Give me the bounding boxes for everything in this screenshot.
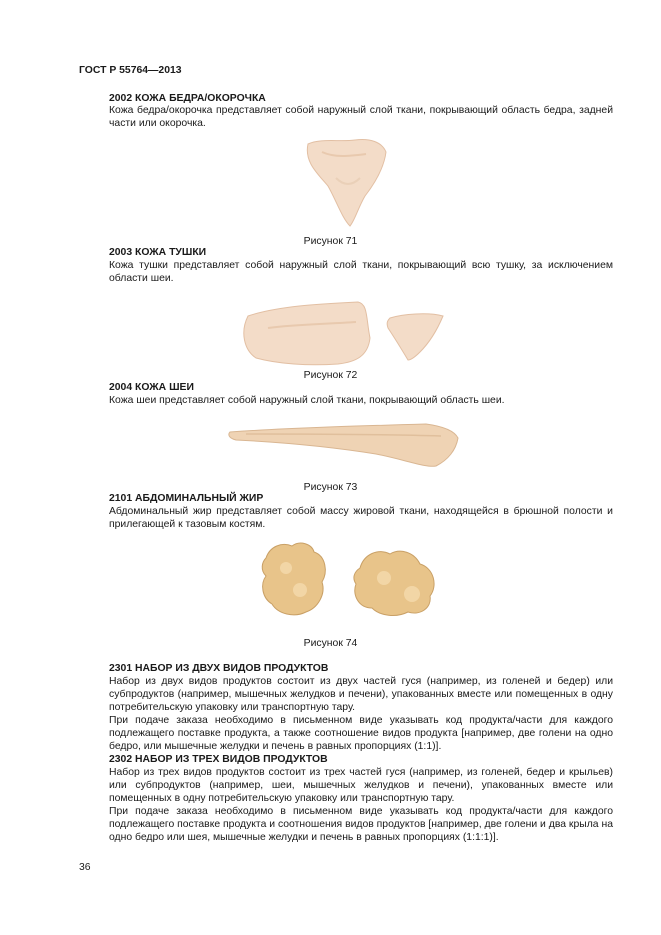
section-title-2003: 2003 КОЖА ТУШКИ	[109, 247, 207, 258]
section-title-2301: 2301 НАБОР ИЗ ДВУХ ВИДОВ ПРОДУКТОВ	[109, 663, 329, 674]
figure-73-caption: Рисунок 73	[303, 482, 358, 493]
section-paragraph-2: При подаче заказа необходимо в письменном виде указывать код продукта/части для каждого подлежащего поставке продукта, а также соотношение видов продукта [например, две голени на одно бедро, или мышечные желудки и печень в равных пропорциях (1:1)].	[109, 715, 613, 753]
section-paragraph: Абдоминальный жир представляет собой массу жировой ткани, находящейся в брюшной полости и прилегающей к тазовым костям.	[109, 506, 613, 531]
figure-72-caption: Рисунок 72	[303, 370, 358, 381]
section-paragraph: Набор из двух видов продуктов состоит из двух частей гуся (например, из голеней и бедер) или субпродуктов (например, мышечных желудков и печени), упакованных вместе или помещенных в одну потребительскую упаковку или транспортную тару.	[109, 676, 613, 714]
section-title-2004: 2004 КОЖА ШЕИ	[109, 382, 194, 393]
figure-74-caption: Рисунок 74	[303, 638, 358, 649]
figure-72-carcass-skin-image	[238, 298, 448, 370]
figure-71-thigh-skin-image	[300, 138, 390, 230]
section-paragraph: Кожа тушки представляет собой наружный слой ткани, покрывающий всю тушку, за исключением области шеи.	[109, 260, 613, 285]
section-paragraph-2: При подаче заказа необходимо в письменном виде указывать код продукта/части для каждого подлежащего поставке продукта и соотношения видов продуктов [например, две голени и два крыла на одно бедро или шея, мышечные желудки и печень в равных пропорциях (1:1:1)].	[109, 806, 613, 844]
section-text-2301	[79, 675, 613, 754]
figure-74-abdominal-fat-image	[256, 538, 446, 620]
section-title-2002: 2002 КОЖА БЕДРА/ОКОРОЧКА	[109, 93, 266, 104]
section-text-2101	[79, 505, 613, 531]
section-paragraph: Набор из трех видов продуктов состоит из трех частей гуся (например, из голеней, бедер и крыльев) или субпродуктов (например, шеи, мышечных желудков и печени), упакованных вместе или помещенных в одну потребительскую упаковку или транспортную тару.	[109, 767, 613, 805]
section-paragraph: Кожа бедра/окорочка представляет собой наружный слой ткани, покрывающий область бедра, задней части или окорочка.	[109, 105, 613, 130]
section-text-2003	[79, 259, 613, 285]
section-title-2101: 2101 АБДОМИНАЛЬНЫЙ ЖИР	[109, 493, 264, 504]
section-title-2302: 2302 НАБОР ИЗ ТРЕХ ВИДОВ ПРОДУКТОВ	[109, 754, 328, 765]
figure-73-neck-skin-image	[226, 420, 462, 472]
figure-71-caption: Рисунок 71	[303, 236, 358, 247]
section-text-2004	[79, 394, 613, 407]
document-header: ГОСТ Р 55764—2013	[79, 65, 182, 76]
section-text-2302	[79, 766, 613, 845]
section-text-2002	[79, 104, 613, 130]
section-paragraph: Кожа шеи представляет собой наружный слой ткани, покрывающий область шеи.	[109, 395, 505, 406]
page-number: 36	[79, 862, 91, 873]
